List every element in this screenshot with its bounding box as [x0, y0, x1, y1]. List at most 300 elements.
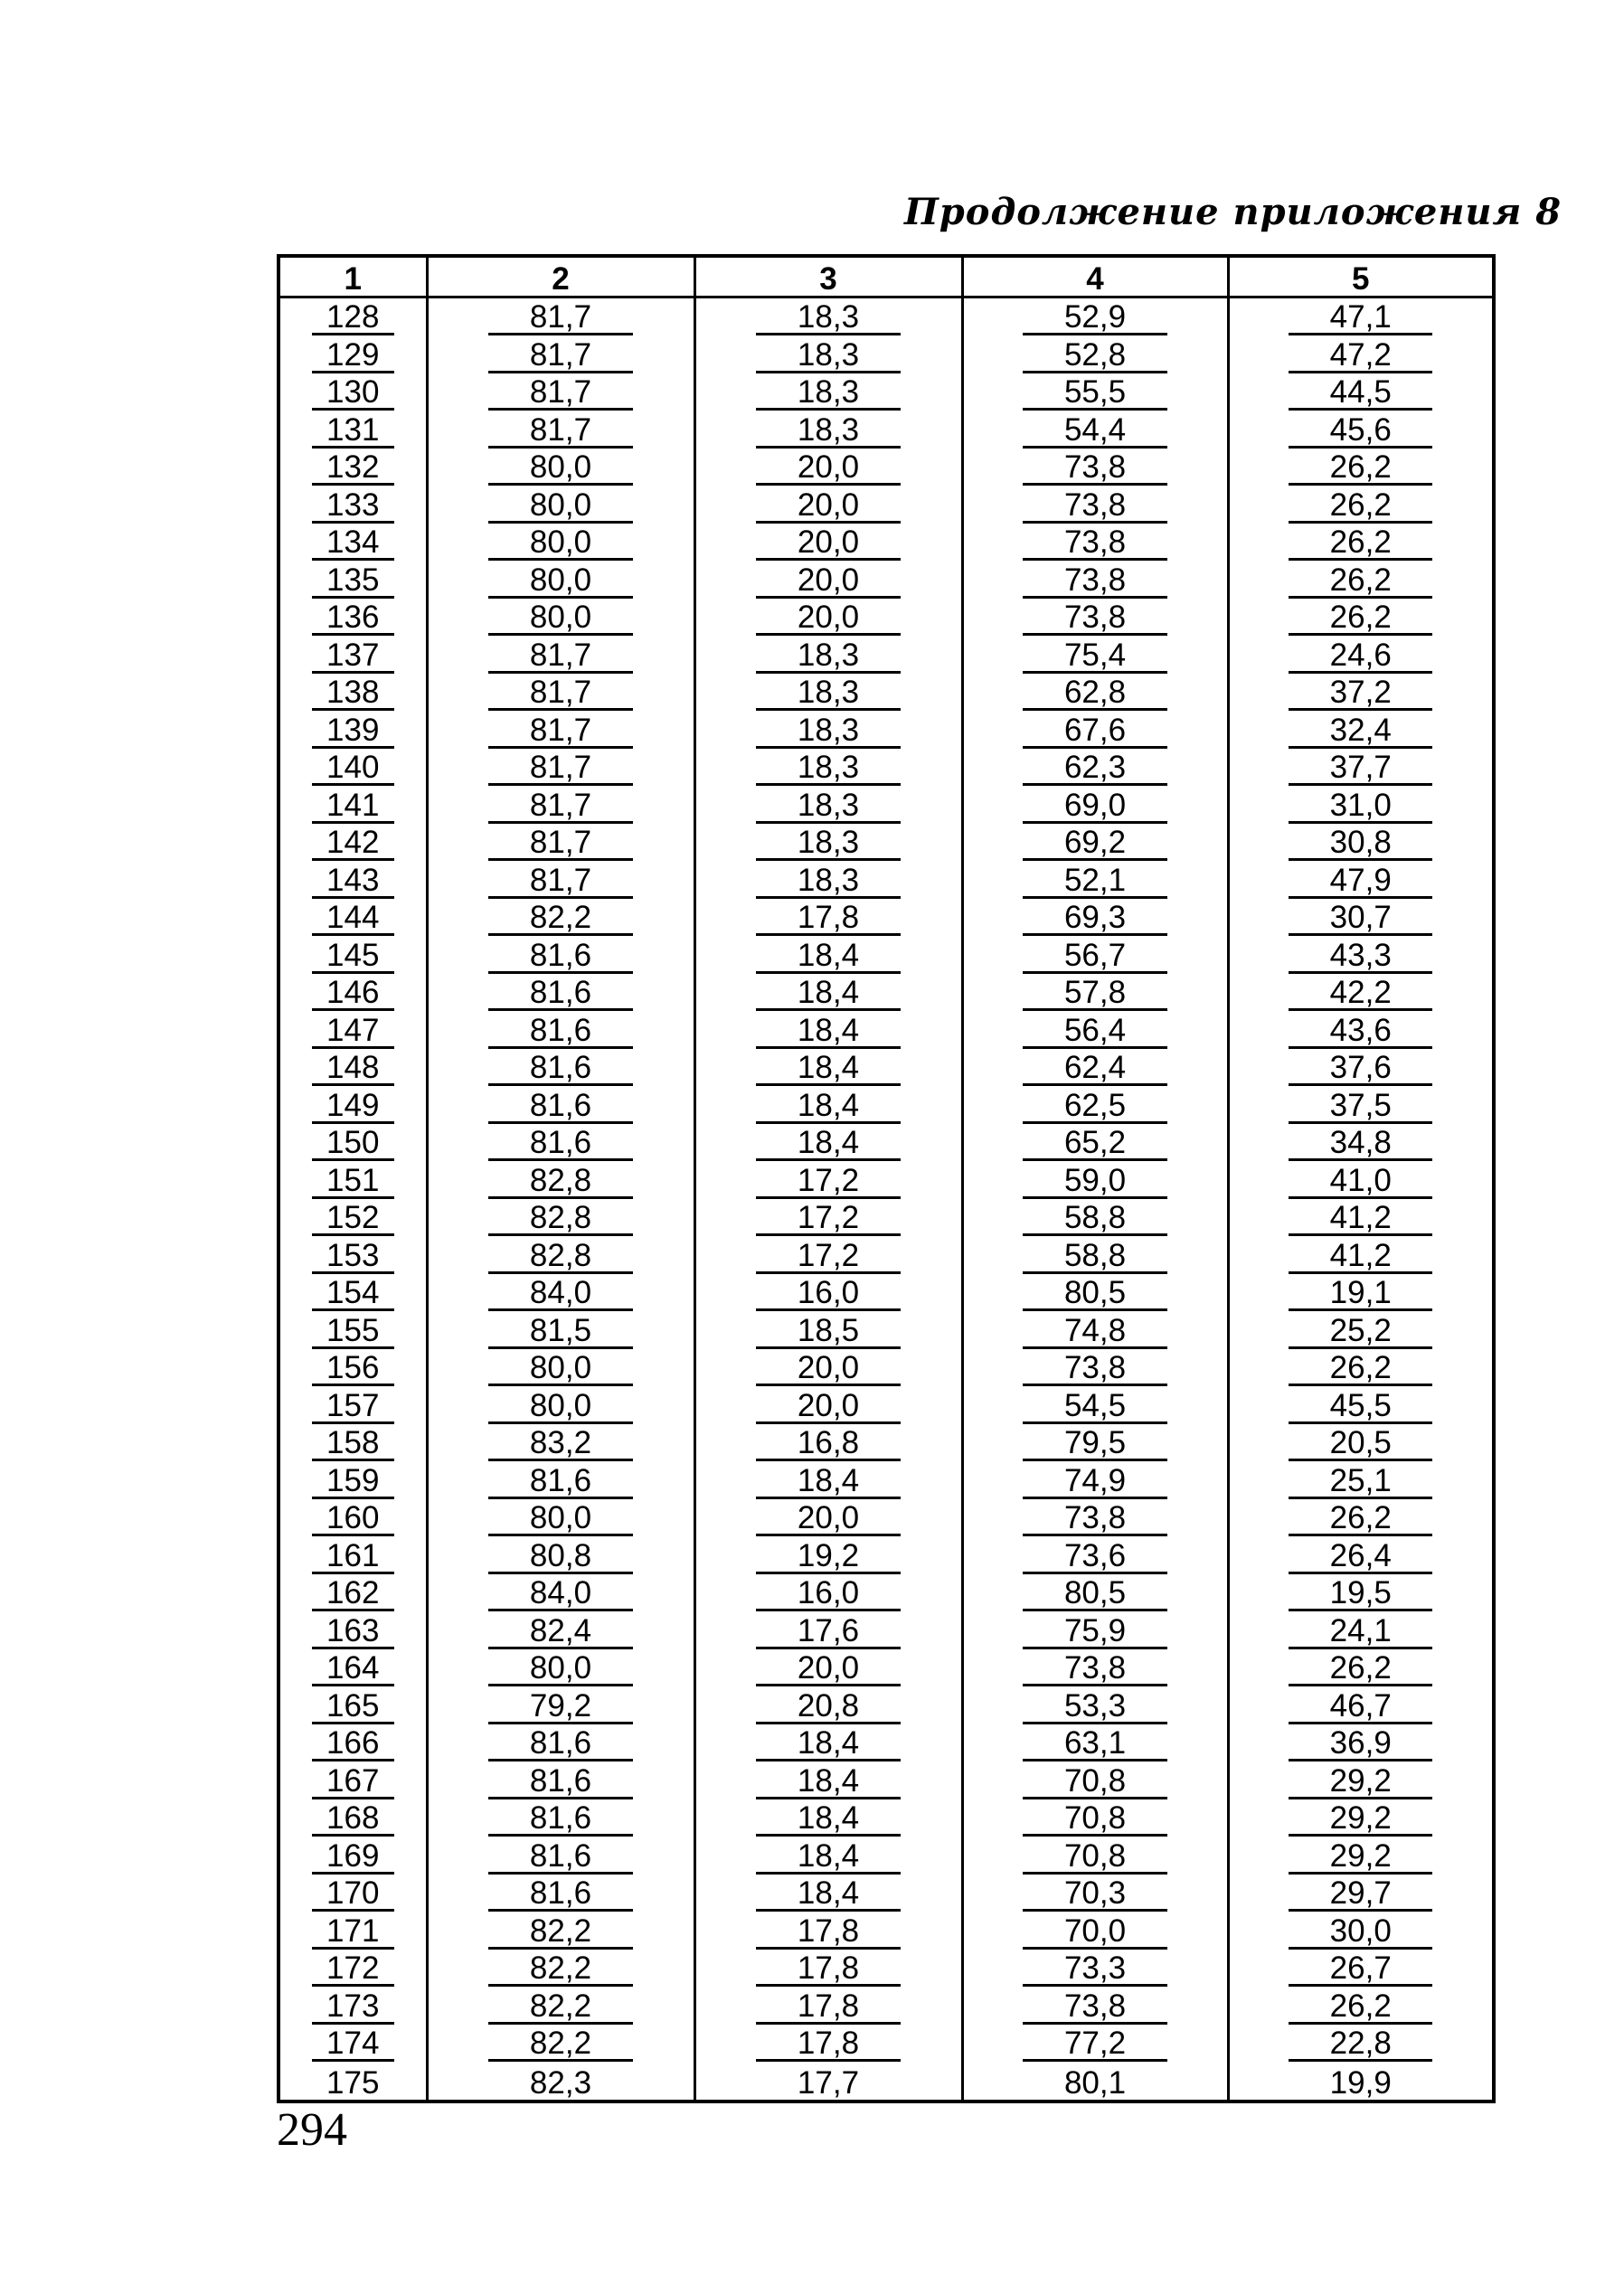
table-cell	[694, 1311, 962, 1349]
table-cell	[1228, 1611, 1494, 1649]
cell-value: 36,9	[1289, 1728, 1432, 1761]
table-cell	[694, 373, 962, 411]
cell-value: 17,2	[756, 1241, 901, 1274]
table-cell	[279, 297, 427, 335]
table-row	[279, 936, 1494, 974]
table-cell	[1228, 1349, 1494, 1387]
table-cell	[1228, 373, 1494, 411]
cell-value: 59,0	[1023, 1166, 1166, 1199]
cell-value: 45,6	[1289, 415, 1432, 449]
table-cell	[694, 1837, 962, 1875]
table-cell	[1228, 1761, 1494, 1799]
table-cell	[962, 1049, 1228, 1087]
table-cell	[279, 2025, 427, 2063]
cell-value: 17,8	[756, 1953, 901, 1987]
table-cell	[279, 936, 427, 974]
table-cell	[1228, 561, 1494, 599]
table-row	[279, 1761, 1494, 1799]
table-cell	[279, 1236, 427, 1274]
cell-value: 138	[312, 677, 394, 711]
cell-value: 37,7	[1289, 752, 1432, 786]
cell-value: 54,5	[1023, 1391, 1166, 1424]
table-cell	[962, 1311, 1228, 1349]
cell-value: 18,3	[756, 865, 901, 899]
table-cell	[694, 1386, 962, 1424]
table-row	[279, 1011, 1494, 1049]
cell-value: 82,8	[488, 1166, 633, 1199]
table-cell	[427, 636, 694, 674]
table-cell	[962, 1124, 1228, 1162]
cell-value: 80,5	[1023, 1278, 1166, 1311]
table-cell	[962, 1987, 1228, 2025]
cell-value: 166	[312, 1728, 394, 1761]
table-cell	[1228, 861, 1494, 899]
cell-value: 29,2	[1289, 1803, 1432, 1837]
table-cell	[279, 449, 427, 486]
cell-value: 26,2	[1289, 1991, 1432, 2025]
table-cell	[1228, 1461, 1494, 1499]
cell-value: 17,2	[756, 1203, 901, 1236]
cell-value: 37,2	[1289, 677, 1432, 711]
cell-value: 81,6	[488, 1128, 633, 1161]
table-cell	[694, 861, 962, 899]
cell-value: 141	[312, 790, 394, 824]
cell-value: 80,0	[488, 527, 633, 561]
table-cell	[962, 1011, 1228, 1049]
table-cell	[962, 1536, 1228, 1574]
cell-value: 164	[312, 1653, 394, 1686]
table-cell	[1228, 524, 1494, 562]
cell-value: 70,8	[1023, 1803, 1166, 1837]
table-cell	[1228, 1274, 1494, 1312]
table-cell	[1228, 1049, 1494, 1087]
table-cell	[962, 1386, 1228, 1424]
table-cell	[1228, 1199, 1494, 1237]
cell-value: 31,0	[1289, 790, 1432, 824]
table-cell	[1228, 749, 1494, 787]
table-cell	[962, 599, 1228, 637]
cell-value: 47,2	[1289, 340, 1432, 373]
table-row	[279, 824, 1494, 862]
table-cell	[694, 711, 962, 749]
cell-value: 32,4	[1289, 715, 1432, 749]
table-cell	[427, 297, 694, 335]
table-cell	[279, 1724, 427, 1762]
table-cell	[962, 1912, 1228, 1950]
table-cell	[427, 1649, 694, 1687]
table-cell	[962, 1649, 1228, 1687]
cell-value: 18,3	[756, 715, 901, 749]
table-cell	[279, 1950, 427, 1988]
cell-value: 18,4	[756, 1053, 901, 1086]
table-cell	[279, 1837, 427, 1875]
table-cell	[427, 1950, 694, 1988]
cell-value: 81,7	[488, 827, 633, 861]
table-cell	[427, 335, 694, 373]
cell-value: 81,7	[488, 640, 633, 674]
table-row	[279, 486, 1494, 524]
table-cell	[694, 524, 962, 562]
cell-value: 82,2	[488, 1916, 633, 1950]
cell-value: 22,8	[1289, 2028, 1432, 2062]
cell-value: 82,2	[488, 1953, 633, 1987]
cell-value: 81,7	[488, 377, 633, 411]
cell-value: 41,2	[1289, 1203, 1432, 1236]
cell-value: 73,8	[1023, 1991, 1166, 2025]
table-cell	[962, 861, 1228, 899]
table-cell	[279, 824, 427, 862]
cell-value: 81,6	[488, 978, 633, 1011]
cell-value: 81,6	[488, 1466, 633, 1499]
cell-value: 81,7	[488, 340, 633, 373]
table-cell	[427, 1349, 694, 1387]
column-header: 5	[1228, 256, 1494, 297]
cell-value: 73,8	[1023, 1353, 1166, 1386]
cell-value: 75,4	[1023, 640, 1166, 674]
table-cell	[962, 1161, 1228, 1199]
table-cell	[1228, 411, 1494, 449]
table-cell	[279, 1499, 427, 1537]
table-cell	[694, 1761, 962, 1799]
cell-value: 73,8	[1023, 602, 1166, 636]
cell-value: 175	[326, 2064, 380, 2101]
cell-value: 80,5	[1023, 1578, 1166, 1611]
table-cell	[1228, 1311, 1494, 1349]
cell-value: 20,5	[1289, 1428, 1432, 1461]
table-cell	[279, 1274, 427, 1312]
table-cell	[962, 674, 1228, 712]
table-row	[279, 1424, 1494, 1462]
cell-value: 47,1	[1289, 302, 1432, 335]
cell-value: 18,3	[756, 677, 901, 711]
cell-value: 18,3	[756, 827, 901, 861]
cell-value: 57,8	[1023, 978, 1166, 1011]
cell-value: 62,3	[1023, 752, 1166, 786]
table-cell	[962, 786, 1228, 824]
cell-value: 18,3	[756, 340, 901, 373]
cell-value: 80,1	[1063, 2064, 1127, 2101]
table-cell	[279, 674, 427, 712]
cell-value: 37,6	[1289, 1053, 1432, 1086]
table-cell	[279, 1049, 427, 1087]
cell-value: 19,5	[1289, 1578, 1432, 1611]
table-row	[279, 899, 1494, 937]
table-cell	[1228, 1124, 1494, 1162]
table-cell	[427, 786, 694, 824]
table-cell	[427, 1386, 694, 1424]
table-row	[279, 1124, 1494, 1162]
cell-value: 73,8	[1023, 1653, 1166, 1686]
cell-value: 84,0	[488, 1278, 633, 1311]
table-cell	[427, 1686, 694, 1724]
cell-value: 54,4	[1023, 415, 1166, 449]
cell-value: 81,6	[488, 1091, 633, 1124]
table-cell	[694, 1499, 962, 1537]
table-cell	[694, 1124, 962, 1162]
table-cell	[694, 411, 962, 449]
table-cell	[694, 1649, 962, 1687]
cell-value: 20,0	[756, 1653, 901, 1686]
table-cell	[962, 1274, 1228, 1312]
cell-value: 26,2	[1289, 1353, 1432, 1386]
cell-value: 81,7	[488, 302, 633, 335]
cell-value: 30,0	[1289, 1916, 1432, 1950]
cell-value: 43,3	[1289, 940, 1432, 974]
header-row	[279, 256, 1494, 297]
table-cell	[427, 599, 694, 637]
table-cell	[427, 1086, 694, 1124]
table-cell	[694, 561, 962, 599]
table-cell	[694, 1912, 962, 1950]
table-cell	[427, 974, 694, 1012]
cell-value: 18,4	[756, 1128, 901, 1161]
table-cell	[427, 749, 694, 787]
cell-value: 26,2	[1289, 602, 1432, 636]
cell-value: 16,0	[756, 1578, 901, 1611]
cell-value: 173	[312, 1991, 394, 2025]
cell-value: 169	[312, 1841, 394, 1875]
table-cell	[694, 486, 962, 524]
cell-value: 20,0	[756, 1391, 901, 1424]
table-row	[279, 636, 1494, 674]
table-cell	[279, 861, 427, 899]
table-cell	[1228, 786, 1494, 824]
cell-value: 63,1	[1023, 1728, 1166, 1761]
cell-value: 132	[312, 452, 394, 486]
cell-value: 47,9	[1289, 865, 1432, 899]
cell-value: 162	[312, 1578, 394, 1611]
table-cell	[427, 1274, 694, 1312]
cell-value: 18,3	[756, 377, 901, 411]
cell-value: 24,6	[1289, 640, 1432, 674]
table-cell	[962, 824, 1228, 862]
table-cell	[279, 786, 427, 824]
cell-value: 17,7	[797, 2064, 860, 2101]
table-cell	[694, 636, 962, 674]
cell-value: 73,8	[1023, 490, 1166, 524]
table-row	[279, 1799, 1494, 1837]
table-cell	[1228, 599, 1494, 637]
table-cell	[962, 1424, 1228, 1462]
table-cell	[1228, 1536, 1494, 1574]
cell-value: 81,7	[488, 715, 633, 749]
cell-value: 70,8	[1023, 1841, 1166, 1875]
cell-value: 73,8	[1023, 527, 1166, 561]
table-cell	[1228, 1649, 1494, 1687]
cell-value: 157	[312, 1391, 394, 1424]
cell-value: 82,2	[488, 902, 633, 936]
table-cell	[279, 1536, 427, 1574]
table-cell	[694, 1799, 962, 1837]
table-cell	[694, 974, 962, 1012]
cell-value: 80,0	[488, 1503, 633, 1536]
table-cell	[962, 1611, 1228, 1649]
table-cell	[694, 1199, 962, 1237]
column-header: 3	[694, 256, 962, 297]
table-cell	[1228, 486, 1494, 524]
cell-value: 73,8	[1023, 1503, 1166, 1536]
table-row	[279, 1274, 1494, 1312]
cell-value: 17,2	[756, 1166, 901, 1199]
cell-value: 16,8	[756, 1428, 901, 1461]
cell-value: 19,2	[756, 1541, 901, 1574]
table-cell	[427, 1912, 694, 1950]
table-row	[279, 1987, 1494, 2025]
cell-value: 62,4	[1023, 1053, 1166, 1086]
table-row	[279, 786, 1494, 824]
cell-value: 151	[312, 1166, 394, 1199]
table-cell	[1228, 1875, 1494, 1912]
table-cell	[962, 1086, 1228, 1124]
table-cell	[694, 2062, 962, 2101]
table-cell	[962, 974, 1228, 1012]
table-cell	[1228, 674, 1494, 712]
table-cell	[427, 1199, 694, 1237]
cell-value: 46,7	[1289, 1691, 1432, 1724]
table-row	[279, 711, 1494, 749]
cell-value: 81,6	[488, 1803, 633, 1837]
table-cell	[279, 1199, 427, 1237]
cell-value: 156	[312, 1353, 394, 1386]
table-row	[279, 1611, 1494, 1649]
cell-value: 84,0	[488, 1578, 633, 1611]
table-cell	[962, 1950, 1228, 1988]
table-cell	[962, 335, 1228, 373]
cell-value: 153	[312, 1241, 394, 1274]
cell-value: 170	[312, 1878, 394, 1912]
table-cell	[962, 1724, 1228, 1762]
cell-value: 129	[312, 340, 394, 373]
table-cell	[962, 711, 1228, 749]
table-cell	[427, 1761, 694, 1799]
cell-value: 24,1	[1289, 1616, 1432, 1649]
cell-value: 17,8	[756, 1916, 901, 1950]
table-row	[279, 1499, 1494, 1537]
cell-value: 26,2	[1289, 565, 1432, 599]
data-table	[277, 254, 1496, 2103]
table-cell	[427, 1875, 694, 1912]
page-number: 294	[277, 2104, 347, 2156]
cell-value: 79,2	[488, 1691, 633, 1724]
cell-value: 18,4	[756, 940, 901, 974]
cell-value: 43,6	[1289, 1015, 1432, 1049]
cell-value: 73,8	[1023, 452, 1166, 486]
cell-value: 20,8	[756, 1691, 901, 1724]
cell-value: 41,0	[1289, 1166, 1432, 1199]
table-cell	[1228, 1724, 1494, 1762]
table-row	[279, 1875, 1494, 1912]
cell-value: 165	[312, 1691, 394, 1724]
cell-value: 17,8	[756, 2028, 901, 2062]
cell-value: 42,2	[1289, 978, 1432, 1011]
table-cell	[1228, 1799, 1494, 1837]
cell-value: 80,0	[488, 1653, 633, 1686]
cell-value: 135	[312, 565, 394, 599]
table-cell	[279, 1386, 427, 1424]
table-cell	[279, 1011, 427, 1049]
cell-value: 26,2	[1289, 490, 1432, 524]
table-cell	[962, 1686, 1228, 1724]
table-cell	[1228, 711, 1494, 749]
table-header	[279, 256, 1494, 297]
cell-value: 147	[312, 1015, 394, 1049]
table-row	[279, 449, 1494, 486]
table-cell	[427, 1124, 694, 1162]
cell-value: 149	[312, 1091, 394, 1124]
cell-value: 19,1	[1289, 1278, 1432, 1311]
cell-value: 18,4	[756, 1728, 901, 1761]
table-row	[279, 1837, 1494, 1875]
table-row	[279, 2062, 1494, 2101]
table-cell	[694, 824, 962, 862]
table-row	[279, 1912, 1494, 1950]
table-cell	[279, 1424, 427, 1462]
cell-value: 144	[312, 902, 394, 936]
table-row	[279, 1386, 1494, 1424]
cell-value: 18,4	[756, 1466, 901, 1499]
cell-value: 69,0	[1023, 790, 1166, 824]
cell-value: 62,8	[1023, 677, 1166, 711]
table-cell	[427, 1799, 694, 1837]
table-row	[279, 1461, 1494, 1499]
table-cell	[962, 297, 1228, 335]
cell-value: 137	[312, 640, 394, 674]
cell-value: 44,5	[1289, 377, 1432, 411]
table-row	[279, 335, 1494, 373]
table-cell	[962, 1875, 1228, 1912]
cell-value: 30,7	[1289, 902, 1432, 936]
table-cell	[427, 1461, 694, 1499]
cell-value: 52,1	[1023, 865, 1166, 899]
table-row	[279, 749, 1494, 787]
table-cell	[694, 1349, 962, 1387]
cell-value: 81,5	[488, 1316, 633, 1349]
cell-value: 158	[312, 1428, 394, 1461]
cell-value: 55,5	[1023, 377, 1166, 411]
cell-value: 20,0	[756, 1503, 901, 1536]
table-cell	[279, 749, 427, 787]
table-row	[279, 1161, 1494, 1199]
table-cell	[279, 1161, 427, 1199]
cell-value: 70,3	[1023, 1878, 1166, 1912]
cell-value: 20,0	[756, 452, 901, 486]
table-cell	[694, 449, 962, 486]
cell-value: 26,7	[1289, 1953, 1432, 1987]
table-cell	[1228, 1950, 1494, 1988]
cell-value: 17,8	[756, 1991, 901, 2025]
table-row	[279, 411, 1494, 449]
table-cell	[962, 749, 1228, 787]
table-cell	[1228, 899, 1494, 937]
table-cell	[427, 711, 694, 749]
table-cell	[694, 1161, 962, 1199]
table-cell	[962, 936, 1228, 974]
cell-value: 69,2	[1023, 827, 1166, 861]
table-cell	[427, 449, 694, 486]
table-row	[279, 1950, 1494, 1988]
table-cell	[962, 2062, 1228, 2101]
table-cell	[1228, 1086, 1494, 1124]
table-cell	[694, 1611, 962, 1649]
cell-value: 58,8	[1023, 1203, 1166, 1236]
cell-value: 174	[312, 2028, 394, 2062]
cell-value: 148	[312, 1053, 394, 1086]
table-cell	[279, 1875, 427, 1912]
table-cell	[1228, 936, 1494, 974]
cell-value: 16,0	[756, 1278, 901, 1311]
table-row	[279, 861, 1494, 899]
cell-value: 18,4	[756, 1766, 901, 1799]
